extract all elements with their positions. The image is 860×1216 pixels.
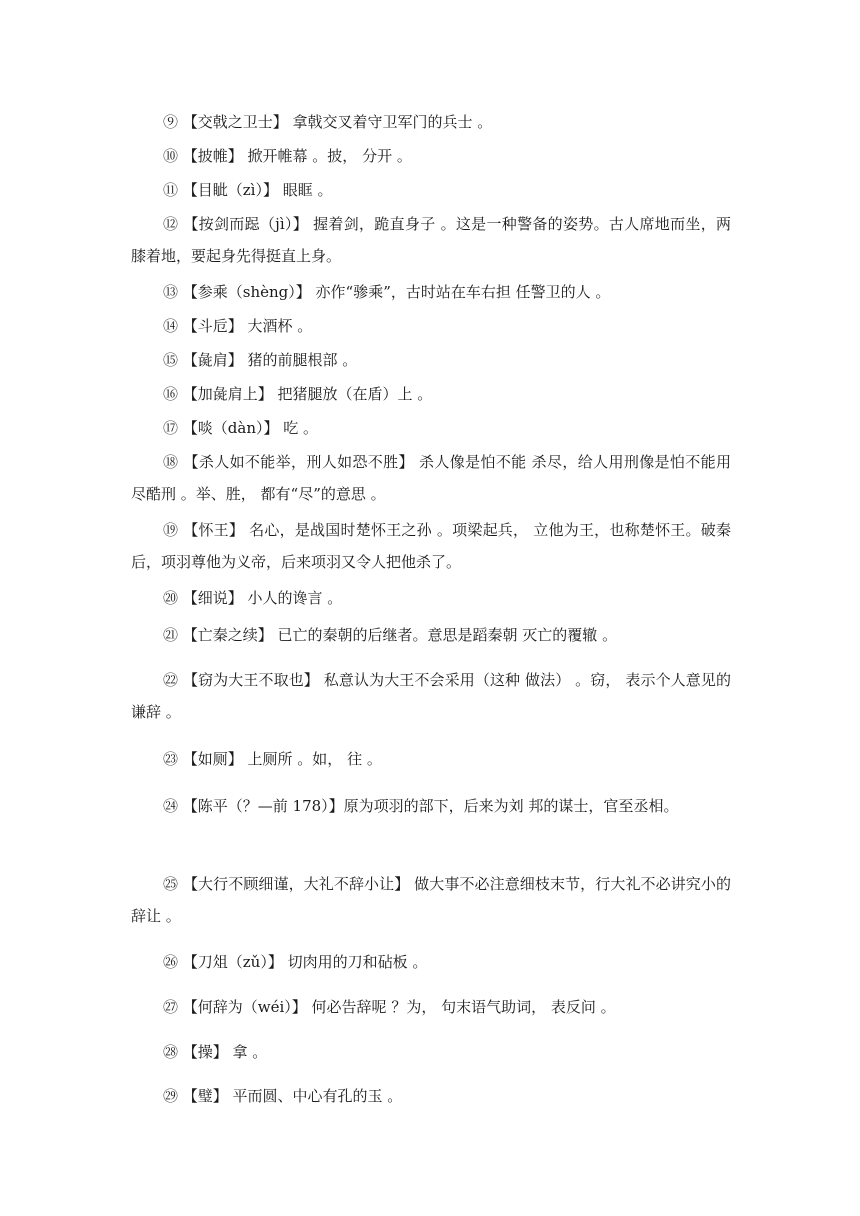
note-11: ⑪ 【目眦（zì）】 眼眶 。	[163, 181, 333, 199]
note-21: ㉑ 【亡秦之续】 已亡的秦朝的后继者。意思是蹈秦朝 灭亡的覆辙 。	[163, 626, 618, 644]
note-23: ㉓ 【如厕】 上厕所 。如， 往 。	[163, 750, 382, 768]
note-10: ⑩ 【披帷】 掀开帷幕 。披， 分开 。	[163, 147, 412, 165]
note-24: ㉔ 【陈平（？—前 178）】原为项羽的部下，后来为刘 邦的谋士，官至丞相。	[163, 797, 679, 815]
note-14: ⑭ 【斗卮】 大酒杯 。	[163, 317, 313, 335]
note-9: ⑨ 【交戟之卫士】 拿戟交叉着守卫军门的兵士 。	[163, 113, 493, 131]
note-18: ⑱ 【杀人如不能举，刑人如恐不胜】 杀人像是怕不能 杀尽，给人用刑像是怕不能用尽酷刑 。举、胜， 都有“尽”的意思 。	[131, 453, 731, 503]
note-20: ⑳ 【细说】 小人的谗言 。	[163, 589, 343, 607]
note-25: ㉕ 【大行不顾细谨，大礼不辞小让】 做大事不必注意细枝末节，行大礼不必讲究小的辞让 。	[131, 875, 731, 925]
note-27: ㉗ 【何辞为（wéi）】 何必告辞呢 ？为， 句末语气助词， 表反问 。	[163, 998, 616, 1016]
note-13: ⑬ 【参乘（shèng）】 亦作“骖乘”，古时站在车右担 任警卫的人 。	[163, 283, 611, 301]
note-28: ㉘ 【操】 拿 。	[163, 1043, 268, 1061]
note-12: ⑫ 【按剑而跽（jì）】 握着剑，跪直身子 。这是一种警备的姿势。古人席地而坐，两膝着地，要起身先得挺直上身。	[131, 215, 731, 265]
note-15: ⑮ 【彘肩】 猪的前腿根部 。	[163, 351, 358, 369]
note-19: ⑲ 【怀王】 名心，是战国时楚怀王之孙 。项梁起兵， 立他为王，也称楚怀王。破秦后，项羽尊他为义帝，后来项羽又令人把他杀了。	[131, 521, 731, 571]
note-22: ㉒ 【窃为大王不取也】 私意认为大王不会采用（这种 做法） 。窃， 表示个人意见的谦辞 。	[131, 671, 731, 721]
note-17: ⑰ 【啖（dàn）】 吃 。	[163, 419, 319, 437]
note-16: ⑯ 【加彘肩上】 把猪腿放（在盾）上 。	[163, 385, 433, 403]
note-29: ㉙ 【璧】 平而圆、中心有孔的玉 。	[163, 1087, 403, 1105]
note-26: ㉖ 【刀俎（zǔ）】 切肉用的刀和砧板 。	[163, 953, 428, 971]
